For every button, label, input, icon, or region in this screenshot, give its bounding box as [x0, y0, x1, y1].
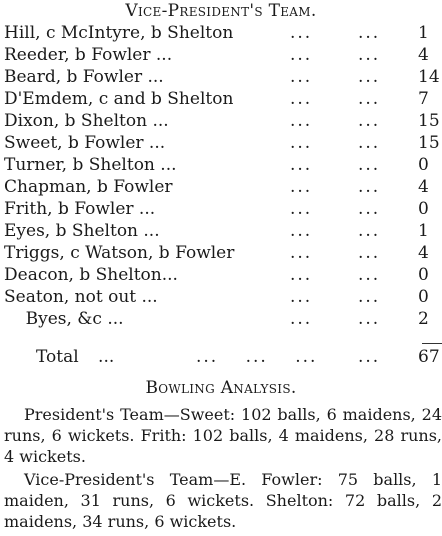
- batsman-entry: Deacon, b Shelton...: [4, 265, 178, 285]
- leader-dots-2: ...: [358, 287, 381, 307]
- batting-row: [0, 286, 442, 308]
- leader-dots-2: ...: [358, 23, 381, 43]
- runs-value: 0: [418, 155, 429, 175]
- leader-dots-2: ...: [358, 243, 381, 263]
- leader-dots-2: ...: [358, 309, 381, 329]
- batsman-entry: Turner, b Shelton ...: [4, 155, 177, 175]
- leader-dots: ...: [290, 133, 313, 153]
- batsman-entry: D'Emdem, c and b Shelton: [4, 89, 234, 109]
- leader-dots: ...: [290, 265, 313, 285]
- batting-row: [0, 110, 442, 132]
- leader-dots: ...: [290, 287, 313, 307]
- bowling-heading: Bowling Analysis.: [145, 378, 297, 398]
- runs-value: 7: [418, 89, 429, 109]
- leader-dots: ...: [290, 243, 313, 263]
- runs-value: 4: [418, 243, 429, 263]
- batsman-entry: Hill, c McIntyre, b Shelton: [4, 23, 234, 43]
- leader-dots-2: ...: [358, 155, 381, 175]
- batting-row: [0, 132, 442, 154]
- batsman-entry: Chapman, b Fowler: [4, 177, 173, 197]
- runs-value: 15: [418, 111, 440, 131]
- leader-dots-2: ...: [358, 199, 381, 219]
- bowling-paragraph-president: President's Team—Sweet: 102 balls, 6 maidens, 24 runs, 6 wickets. Frith: 102 balls, 4 maidens, 28 runs, 4 wickets.: [4, 405, 442, 466]
- batsman-entry: Seaton, not out ...: [4, 287, 158, 307]
- leader-dots-2: ...: [358, 177, 381, 197]
- batsman-entry: Dixon, b Shelton ...: [4, 111, 169, 131]
- runs-value: 14: [418, 67, 440, 87]
- total-label: Total ...: [36, 347, 115, 367]
- batting-row: [0, 176, 442, 198]
- total-dots: ... ... ...: [196, 347, 318, 367]
- leader-dots: ...: [290, 155, 313, 175]
- runs-value: 0: [418, 265, 429, 285]
- total-dots-2: ...: [358, 347, 381, 367]
- batsman-entry: Reeder, b Fowler ...: [4, 45, 173, 65]
- batsman-entry: Eyes, b Shelton ...: [4, 221, 160, 241]
- leader-dots-2: ...: [358, 265, 381, 285]
- runs-value: 4: [418, 45, 429, 65]
- batting-row: [0, 308, 442, 330]
- total-row: [0, 346, 442, 368]
- team-heading: Vice-President's Team.: [125, 1, 317, 21]
- batting-row: [0, 22, 442, 44]
- batting-row: [0, 242, 442, 264]
- runs-value: 1: [418, 23, 429, 43]
- leader-dots: ...: [290, 177, 313, 197]
- batting-row: [0, 198, 442, 220]
- batsman-entry: Frith, b Fowler ...: [4, 199, 156, 219]
- leader-dots: ...: [290, 221, 313, 241]
- bowling-paragraph-vice-president: Vice-President's Team—E. Fowler: 75 balls, 1 maiden, 31 runs, 6 wickets. Shelton: 72 balls, 2 maidens, 34 runs, 6 wickets.: [4, 470, 442, 531]
- runs-value: 2: [418, 309, 429, 329]
- runs-value: 0: [418, 287, 429, 307]
- runs-value: 4: [418, 177, 429, 197]
- batsman-entry: Byes, &c ...: [4, 309, 124, 329]
- batsman-entry: Triggs, c Watson, b Fowler: [4, 243, 235, 263]
- batsman-entry: Beard, b Fowler ...: [4, 67, 164, 87]
- batting-row: [0, 154, 442, 176]
- batting-row: [0, 44, 442, 66]
- runs-value: 15: [418, 133, 440, 153]
- leader-dots: ...: [290, 199, 313, 219]
- leader-dots-2: ...: [358, 221, 381, 241]
- total-rule: [422, 343, 442, 344]
- batting-row: [0, 88, 442, 110]
- leader-dots: ...: [290, 309, 313, 329]
- batsman-entry: Sweet, b Fowler ...: [4, 133, 166, 153]
- runs-value: 0: [418, 199, 429, 219]
- leader-dots-2: ...: [358, 67, 381, 87]
- batting-row: [0, 264, 442, 286]
- leader-dots-2: ...: [358, 89, 381, 109]
- leader-dots-2: ...: [358, 111, 381, 131]
- leader-dots: ...: [290, 89, 313, 109]
- leader-dots: ...: [290, 111, 313, 131]
- total-runs: 67: [418, 347, 440, 367]
- batting-row: [0, 66, 442, 88]
- leader-dots: ...: [290, 23, 313, 43]
- runs-value: 1: [418, 221, 429, 241]
- batting-row: [0, 220, 442, 242]
- leader-dots: ...: [290, 45, 313, 65]
- leader-dots: ...: [290, 67, 313, 87]
- leader-dots-2: ...: [358, 45, 381, 65]
- leader-dots-2: ...: [358, 133, 381, 153]
